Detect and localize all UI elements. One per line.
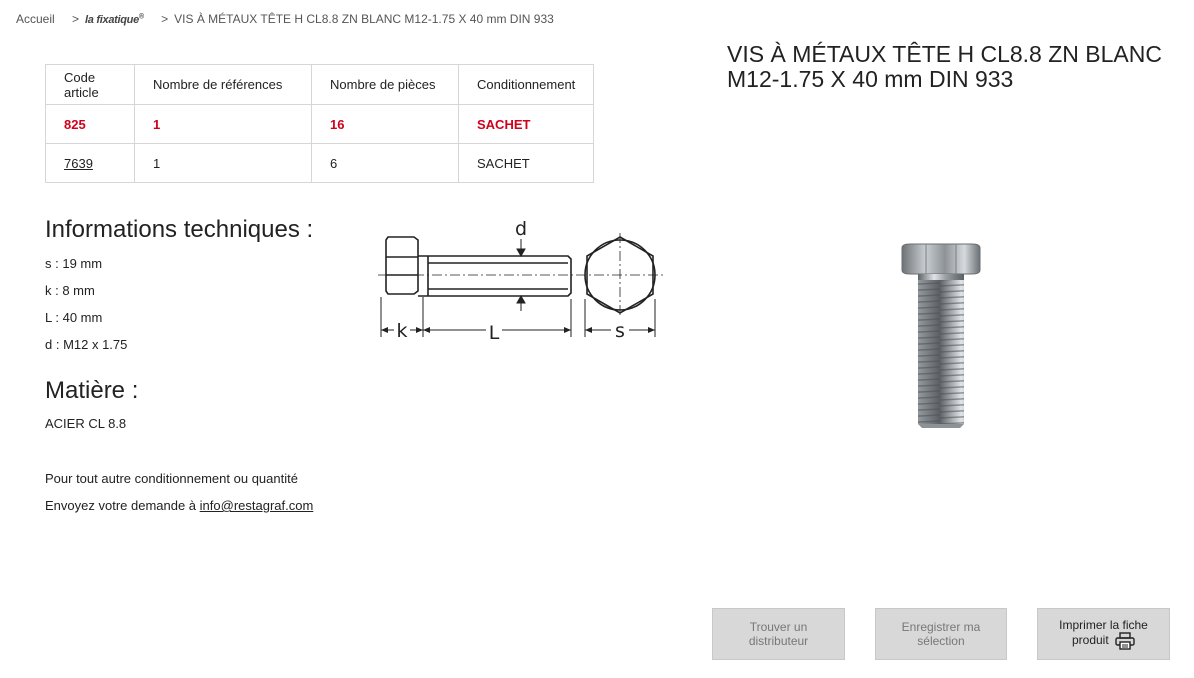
spec-k: k : 8 mm [45,283,95,298]
breadcrumb-separator: > [72,12,80,26]
save-selection-button[interactable] [875,608,1007,660]
contact-line: Pour tout autre conditionnement ou quantité [45,471,298,486]
header-code-article: Code article [46,65,135,105]
spec-s: s : 19 mm [45,256,103,271]
button-label-line: Imprimer la fiche [1059,618,1148,632]
diagram-label-d: d [514,218,528,240]
cell-refs: 1 [135,144,312,183]
breadcrumb-brand-link[interactable] [85,14,144,26]
table-row[interactable] [46,144,594,183]
button-label-line: Trouver un [749,620,808,634]
contact-prefix: Envoyez votre demande à [45,498,200,513]
cell-pieces: 16 [312,105,459,144]
button-label-line: distributeur [748,634,809,648]
find-distributor-button[interactable] [712,608,845,660]
articles-table [45,64,594,183]
brand-registered-mark: ® [138,13,144,21]
contact-email-link[interactable]: info@restagraf.com [199,498,314,513]
header-conditionnement: Conditionnement [459,65,594,105]
article-code-link[interactable]: 7639 [64,155,93,171]
breadcrumb-separator: > [161,12,169,26]
cell-pack: SACHET [459,144,594,183]
cell-pack: SACHET [459,105,594,144]
brand-label: la fixatique [85,14,139,26]
diagram-label-k: k [396,320,408,342]
cell-code [46,144,135,183]
diagram-label-L: L [488,322,500,344]
product-photo [880,240,1000,435]
print-sheet-button[interactable] [1037,608,1170,660]
table-header-row [46,65,594,105]
spec-L: L : 40 mm [45,310,103,325]
breadcrumb [16,12,554,26]
cell-code[interactable]: 825 [46,105,135,144]
diagram-shank [418,256,571,296]
breadcrumb-home-link[interactable]: Accueil [16,12,55,26]
button-label-line: sélection [917,634,965,648]
header-nombre-pieces: Nombre de pièces [312,65,459,105]
table-row[interactable] [46,105,594,144]
contact-request-line [45,498,313,513]
material-value: ACIER CL 8.8 [45,416,127,431]
tech-info-heading: Informations techniques : [45,216,314,243]
printer-icon [1115,632,1135,650]
button-label-line: Enregistrer ma [901,620,981,634]
diagram-head [386,237,418,294]
cell-pieces: 6 [312,144,459,183]
button-label-line: produit [1071,633,1109,648]
product-title-line: VIS À MÉTAUX TÊTE H CL8.8 ZN BLANC [727,41,1162,67]
product-title-line: M12-1.75 X 40 mm DIN 933 [727,66,1014,92]
material-heading: Matière : [45,377,139,404]
breadcrumb-current: VIS À MÉTAUX TÊTE H CL8.8 ZN BLANC M12-1.75 X 40 mm DIN 933 [174,12,554,26]
header-nombre-references: Nombre de références [135,65,312,105]
spec-d: d : M12 x 1.75 [45,337,128,352]
diagram-label-s: s [615,320,625,342]
bolt-technical-diagram [378,215,663,345]
cell-refs: 1 [135,105,312,144]
product-title [727,42,1167,92]
